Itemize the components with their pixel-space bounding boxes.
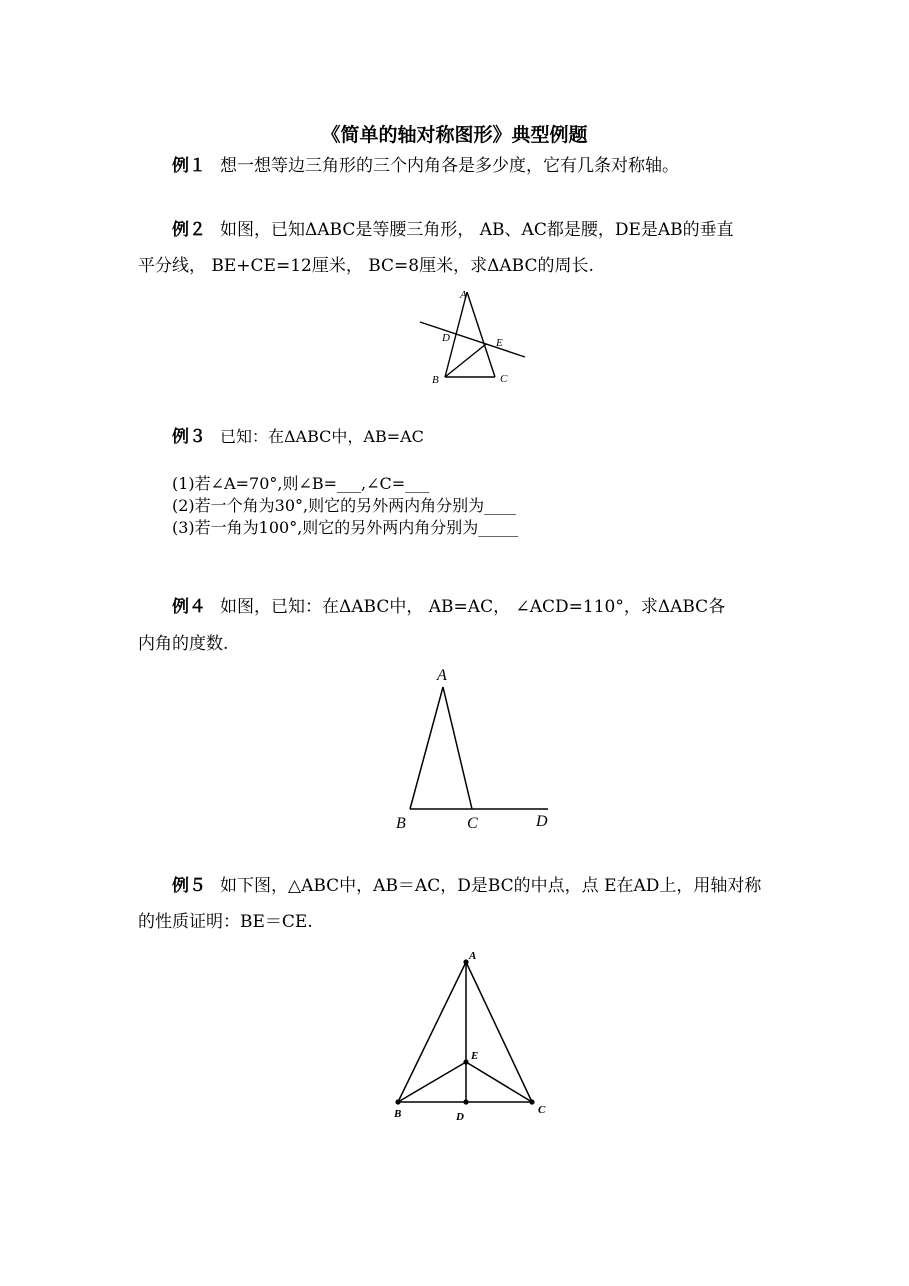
fig4-label-a: A <box>437 667 447 684</box>
example-3-line-0 <box>172 427 424 447</box>
page-title: 《简单的轴对称图形》典型例题 <box>321 124 588 146</box>
fig4-label-d: D <box>536 813 548 830</box>
fig5-label-b: B <box>394 1108 402 1120</box>
fig2-label-a: A <box>460 289 467 301</box>
example-2-line-1 <box>172 220 734 240</box>
example-1-text: 想一想等边三角形的三个内角各是多少度，它有几条对称轴。 <box>220 156 679 176</box>
example-4-text-1: 如图，已知：在ΔABC中， AB=AC， ∠ACD=110°，求ΔABC各 <box>220 597 726 617</box>
example-5-label: 例５ <box>172 876 206 896</box>
example-3-label: 例３ <box>172 427 206 447</box>
example-5-line-1 <box>172 876 761 896</box>
example-4-line-1 <box>172 597 725 617</box>
fig5-label-c: C <box>538 1104 546 1116</box>
example-3-question-3: (3)若一角为100°,则它的另外两内角分别为_____ <box>172 518 519 537</box>
fig2-label-e: E <box>496 337 503 349</box>
fig2-label-d: D <box>442 332 450 344</box>
example-5-figure <box>385 945 560 1130</box>
point-b <box>395 1099 400 1104</box>
example-2-figure <box>410 282 540 392</box>
example-5-text-1: 如下图，△ABC中，AB＝AC，D是BC的中点，点 E在AD上，用轴对称 <box>220 876 762 896</box>
point-a <box>463 959 468 964</box>
fig5-label-d: D <box>456 1111 464 1123</box>
segment-ab <box>398 962 466 1102</box>
example-2-line-2: 平分线， BE+CE=12厘米， BC=8厘米，求ΔABC的周长. <box>138 256 594 276</box>
example-1 <box>172 156 679 176</box>
segment-be <box>445 344 486 377</box>
point-e <box>463 1059 468 1064</box>
fig4-label-c: C <box>467 815 478 832</box>
segment-ac <box>467 292 495 377</box>
segment-ab <box>410 687 443 809</box>
point-c <box>529 1099 534 1104</box>
example-4-line-2: 内角的度数. <box>138 634 229 654</box>
example-2-label: 例２ <box>172 220 206 240</box>
example-3-given: 已知：在ΔABC中，AB=AC <box>220 427 424 446</box>
example-4-figure <box>390 660 560 835</box>
fig5-label-e: E <box>471 1050 479 1062</box>
example-3-question-1: (1)若∠A=70°,则∠B=___,∠C=___ <box>172 474 430 493</box>
fig4-label-b: B <box>396 815 406 832</box>
fig2-label-c: C <box>500 373 508 385</box>
segment-ac <box>443 687 472 809</box>
fig5-label-a: A <box>469 950 477 962</box>
segment-ac <box>466 962 532 1102</box>
example-1-label: 例１ <box>172 156 206 176</box>
perpendicular-bisector-de <box>420 322 525 357</box>
example-5-line-2: 的性质证明：BE＝CE. <box>138 912 313 932</box>
example-3-question-2: (2)若一个角为30°,则它的另外两内角分别为____ <box>172 496 517 515</box>
example-4-label: 例４ <box>172 597 206 617</box>
point-d <box>463 1099 468 1104</box>
example-2-text-1: 如图，已知ΔABC是等腰三角形， AB、AC都是腰，DE是AB的垂直 <box>220 220 734 240</box>
fig2-label-b: B <box>432 374 439 386</box>
